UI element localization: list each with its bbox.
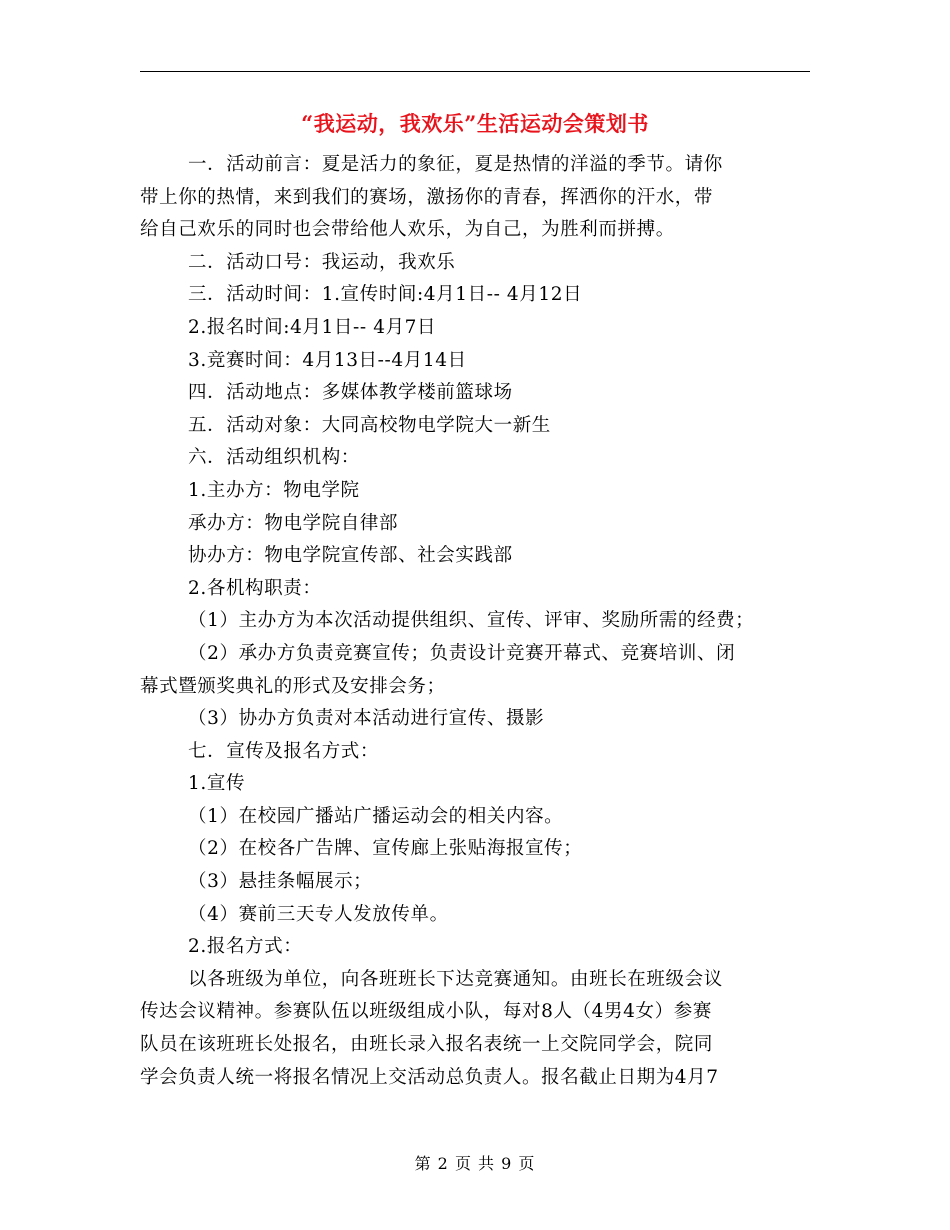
body-line: 二．活动口号：我运动，我欢乐	[188, 251, 456, 273]
body-line: 给自己欢乐的同时也会带给他人欢乐，为自己，为胜利而拼搏。	[140, 219, 675, 241]
body-line: 3.竞赛时间：4月13日--4月14日	[188, 349, 467, 371]
body-line: 承办方：物电学院自律部	[188, 512, 399, 534]
body-line: 队员在该班班长处报名，由班长录入报名表统一上交院同学会，院同	[140, 1034, 714, 1056]
body-line: 协办方：物电学院宣传部、社会实践部	[188, 545, 513, 567]
body-line: 2.各机构职责：	[188, 577, 322, 599]
body-line: （3）悬挂条幅展示；	[188, 871, 373, 893]
body-line: 幕式暨颁奖典礼的形式及安排会务；	[140, 675, 446, 697]
body-line: 一．活动前言：夏是活力的象征，夏是热情的洋溢的季节。请你	[188, 154, 723, 175]
body-line: （4）赛前三天专人发放传单。	[188, 903, 449, 925]
body-line: 1.主办方：物电学院	[188, 479, 360, 501]
body-line: 四．活动地点：多媒体教学楼前篮球场	[188, 382, 513, 404]
body-line: （1）主办方为本次活动提供组织、宣传、评审、奖励所需的经费；	[188, 610, 755, 632]
body-line: 七．宣传及报名方式：	[188, 740, 380, 762]
document-title: “我运动，我欢乐”生活运动会策划书	[301, 111, 649, 136]
body-line: 学会负责人统一将报名情况上交活动总负责人。报名截止日期为4月7	[140, 1066, 719, 1088]
document-body	[140, 149, 808, 1094]
body-line: 六．活动组织机构：	[188, 447, 360, 469]
body-line: 带上你的热情，来到我们的赛场，激扬你的青春，挥洒你的汗水，带	[140, 186, 714, 208]
body-line: 以各班级为单位，向各班班长下达竞赛通知。由班长在班级会议	[188, 968, 723, 990]
body-line: 五．活动对象：大同高校物电学院大一新生	[188, 414, 551, 436]
body-line: 1.宣传	[188, 773, 246, 795]
body-line: （2）在校各广告牌、宣传廊上张贴海报宣传；	[188, 838, 583, 860]
body-line: 2.报名时间:4月1日-- 4月7日	[188, 316, 437, 338]
header-rule	[140, 71, 810, 72]
body-line: 三．活动时间：1.宣传时间:4月1日-- 4月12日	[188, 284, 583, 306]
body-line: （1）在校园广播站广播运动会的相关内容。	[188, 805, 564, 827]
body-line: （2）承办方负责竞赛宣传；负责设计竞赛开幕式、竞赛培训、闭	[188, 642, 736, 664]
body-line: 传达会议精神。参赛队伍以班级组成小队，每对8人（4男4女）参赛	[140, 1001, 712, 1023]
body-line: 2.报名方式：	[188, 936, 303, 958]
body-line: （3）协办方负责对本活动进行宣传、摄影	[188, 708, 545, 730]
page-number-footer: 第 2 页 共 9 页	[414, 1154, 536, 1173]
